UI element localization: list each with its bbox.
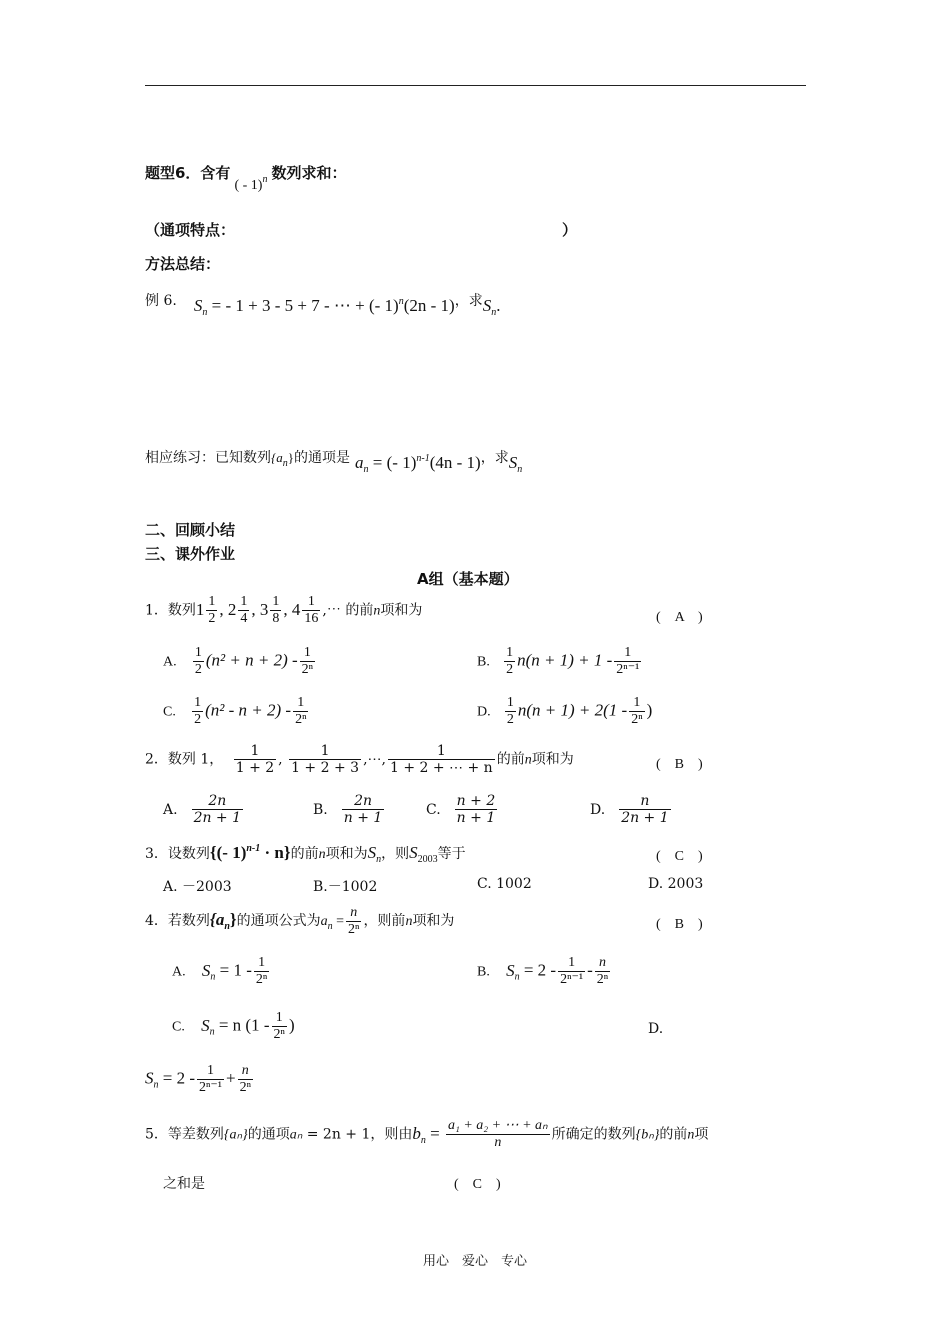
q5-formula: $b_n$ = $\frac{\text{a₁ + a₂ + ⋯ + aₙ}}{n}$ [412,1118,548,1151]
q4-option-d [145,1063,255,1096]
q4-a-label: A. [172,964,186,980]
q2-d-frac [619,793,670,826]
q2-c-frac [455,793,498,826]
practice-seq-sub: n [282,458,288,469]
q4-a-num: 1 [254,955,269,972]
q4-d-num2: n [238,1063,253,1080]
q5-mid2: ，则由 [370,1126,413,1143]
q3-answer: ( C ) [656,849,703,864]
q1-a-frac-den: 2ⁿ [301,662,314,678]
q3-n: n [318,847,326,862]
practice-seq-close: } [287,450,294,465]
q2-a-frac [192,793,243,826]
q1-a-half-num: 1 [193,645,204,662]
q1-option-d [477,695,652,728]
q1-b-half-den: 2 [506,662,514,678]
q2-a-den: 2n + 1 [193,810,242,827]
q4-num: 4．若数列 [145,912,210,929]
q4-b-S-sub: n [514,971,520,983]
q4-frac-den: 2ⁿ [348,922,360,938]
example6-ask: ，求 [454,293,483,309]
q4-a-sub: n [327,920,333,932]
q2-a-num: 2n [192,793,243,810]
q4-c-close: ) [288,1015,295,1035]
q1-term2-frac [238,594,249,627]
q1-option-b [477,645,643,678]
q4-b-frac2 [595,955,610,988]
practice-target [508,453,523,475]
q1-term3-int: 3 [259,599,269,619]
q4-b-S: S [506,960,515,980]
q1-tail2: 项和为 [380,602,423,619]
q3-expr2: · n} [264,843,291,862]
q1-b-frac [614,645,641,678]
q3-mid3: ，则 [381,846,410,862]
q4-eq: = [336,913,345,929]
example6 [145,290,501,318]
q5-mid: 的通项 [247,1126,290,1143]
section6-title-pre: 题型6．含有 [145,164,231,182]
q3-option-a: A. －2003 [163,879,232,895]
example6-dot: . [496,296,501,315]
example6-target-sub: n [491,307,497,318]
q5-eq: = 2n + 1 [306,1126,371,1143]
q5-frac-num: a₁ + a₂ + ⋯ + aₙ [446,1118,550,1135]
q5-line2: 之和是 [163,1176,205,1192]
q1-d-half-den: 2 [506,712,514,728]
example6-S: S [193,296,203,315]
practice-pre: 相应练习：已知数列 [145,450,271,466]
q2-b-frac [342,793,385,826]
q4-d-frac2 [238,1063,253,1096]
q4-d-expr: = 2 - [162,1068,195,1088]
q2-option-b [313,793,386,826]
q2-b-num: 2n [342,793,385,810]
q2-d-den: 2n + 1 [621,810,669,827]
q1-term4-int: 4 [291,599,301,619]
q1-term2-int: 2 [227,599,237,619]
q2-b-label: B. [313,802,328,819]
q4-option-d-label: D. [648,1021,664,1037]
q2-f2-den: 1 + 2 + 3 [291,760,360,777]
q1-a-half [193,645,204,678]
q5-mid3: 所确定的数列 [551,1126,636,1143]
q1-term1-num: 1 [206,594,217,611]
q1-c-frac-den: 2ⁿ [295,712,307,728]
practice-a: a [355,453,364,472]
q2-f3-num: 1 [388,743,495,760]
example6-formula [193,296,455,318]
q2-option-c [426,793,499,826]
q1-d-label: D. [477,704,491,720]
q1-d-frac [629,695,644,728]
practice-exp: n-1 [416,453,430,464]
practice-mid: 的通项是 [293,450,350,466]
q1-b-frac-den: 2ⁿ⁻¹ [616,662,640,678]
q4-c-expr: = n (1 - [218,1015,270,1035]
q4-c-num: 1 [272,1010,287,1027]
q4-a-frac [254,955,269,988]
q1-b-frac-num: 1 [614,645,641,662]
q3-Sn [367,843,382,865]
q1-b-half-num: 1 [504,645,515,662]
q1-d-frac-den: 2ⁿ [631,712,643,728]
q1-term1-frac [206,594,217,627]
q3-num: 3．设数列 [145,846,210,862]
q3-S2003-S: S [409,843,418,862]
section6-title [145,162,347,193]
q1-term4-frac [302,594,320,627]
q4-b-den1: 2ⁿ⁻¹ [560,972,584,988]
heading-group-a: A组（基本题） [417,570,519,588]
q4-b-frac1 [558,955,585,988]
q4-b-expr: = 2 - [523,960,557,980]
q4-a-S-sub: n [210,971,216,983]
header-rule [145,85,806,86]
q4-b-den2: 2ⁿ [596,972,609,988]
q4-a-den: 2ⁿ [255,972,268,988]
q2-ellipsis: ,⋯, [363,751,386,768]
q3-option-b: B.－1002 [313,879,378,895]
example6-tail: (2n - 1) [403,296,455,315]
q5-tail2: 项 [694,1126,709,1143]
q5-frac-den: n [494,1135,502,1151]
q1-term4-num: 1 [302,594,320,611]
q2-d-label: D. [590,802,606,819]
section6-title-expr [234,174,268,193]
q5-num: 5．等差数列 [145,1126,224,1143]
q4-tail2: 项和为 [412,912,455,929]
q3-option-d: D. 2003 [648,876,704,892]
q3-S2003 [409,843,438,865]
q3-stem [145,843,466,865]
q3-S-sub: n [376,854,382,865]
q2-tail: 的前 [496,751,525,768]
q5-tail: 的前 [659,1126,688,1143]
q2-b-den: n + 1 [343,810,383,827]
q4-d-S: S [145,1068,154,1088]
page-footer: 用心 爱心 专心 [423,1254,528,1269]
q4-d-S-sub: n [153,1079,159,1091]
q4-tail: ，则前 [363,912,406,929]
q4-a-S: S [201,960,211,980]
q4-d-frac1 [197,1063,224,1096]
practice-seq-a: {a [271,450,283,465]
q1-term1-int: 1 [195,599,205,619]
q1-term2-num: 1 [238,594,249,611]
q5-answer: ( C ) [454,1177,501,1192]
q4-c-S-sub: n [209,1026,215,1038]
q2-stem: 2．数列 1， $\frac{1}{1 + 2}$ , $\frac{1}{1 + 2 + 3}$ ,⋯, $\frac{1}{1 + 2 + \cdots + n}$ 的前n项和为 [145,743,574,777]
example6-exp: n [398,296,404,307]
q2-option-d [590,793,673,826]
q4-b-num1: 1 [558,955,585,972]
q4-a-expr: = 1 - [219,960,252,980]
q1-terms: 1 $\frac{1}{2}$ , 2 $\frac{1}{4}$ , 3 $\frac{1}{8}$ , 4 $\frac{1}{16}$ [195,594,319,627]
q3-mid2: 项和为 [325,846,368,862]
q1-n: n [373,603,381,619]
q4-answer: ( B ) [656,917,703,932]
q2-n: n [524,752,532,768]
q4-b-minus: - [587,960,593,980]
q1-a-frac [300,645,315,678]
q5-b: b [412,1123,421,1143]
q2-c-label: C. [426,802,441,819]
q1-d-half-num: 1 [505,695,516,712]
q1-option-c [163,695,310,728]
q5-seq2: {bₙ} [635,1127,660,1143]
q4-stem [145,905,454,938]
q4-d-plus: + [226,1068,236,1088]
section6-expr: ( - 1) [234,178,263,193]
q1-d-close: ) [646,700,653,720]
q1-term3-num: 1 [270,594,281,611]
q1-a-frac-num: 1 [300,645,315,662]
q1-stem [145,594,422,627]
q4-c-den: 2ⁿ [273,1027,285,1043]
practice [145,447,523,475]
q1-c-frac [293,695,308,728]
practice-a-sub: n [363,464,369,475]
q2-num: 2．数列 1， [145,751,224,768]
q1-option-a [163,645,317,678]
q3-exp: n-1 [246,843,261,854]
q2-c-num: n + 2 [456,793,496,809]
q2-f3 [388,743,495,776]
q3-S2003-sub: 2003 [417,854,438,865]
q4-d-den2: 2ⁿ [239,1080,252,1096]
section6-exp: n [262,174,268,185]
q2-f3-den: 1 + 2 + ⋯ + n [389,760,493,777]
q4-option-a [172,955,271,988]
q1-d-half [505,695,516,728]
q5-a: aₙ [289,1127,303,1143]
q4-frac [346,905,361,938]
q1-c-half-den: 2 [194,712,202,728]
q5-n: n [687,1127,695,1143]
q1-b-expr: n(n + 1) + 1 - [517,650,613,670]
q2-option-a [163,793,245,826]
q1-term1-den: 2 [208,611,216,627]
q5-frac [446,1118,550,1151]
q5-stem [145,1118,708,1151]
q4-b-label: B. [477,964,490,980]
q3-seq [210,843,291,862]
q1-c-half [192,695,203,728]
q4-d-den1: 2ⁿ⁻¹ [199,1080,222,1096]
q2-tail2: 项和为 [531,751,574,768]
example6-S-sub: n [202,307,208,318]
q4-c-S: S [201,1015,210,1035]
q1-c-expr: (n² - n + 2) - [205,700,292,720]
q3-tail: 等于 [437,846,466,862]
q5-seq: {aₙ} [223,1127,248,1143]
q2-f2 [289,743,361,776]
q2-d-num: n [619,793,670,810]
q4-option-c [172,1010,295,1043]
practice-tail: (4n - 1) [429,453,481,472]
q4-option-b [477,955,612,988]
q5-b-sub: n [420,1134,426,1146]
q1-b-label: B. [477,654,490,670]
q2-f1-den: 1 + 2 [235,760,275,777]
practice-seq [271,450,294,469]
q1-c-half-num: 1 [192,695,203,712]
section6-features: （通项特点： [145,221,236,239]
q4-b-num2: n [595,955,610,972]
q3-S: S [367,843,377,862]
q1-b-half [504,645,515,678]
q1-d-frac-num: 1 [629,695,644,712]
q4-seq-sub: n [224,920,230,932]
practice-target-sub: n [517,464,523,475]
section6-features-close: ） [562,221,578,239]
section6-title-post: 数列求和： [271,164,347,182]
heading-review: 二、回顾小结 [145,521,236,539]
q1-d-expr: n(n + 1) + 2(1 - [517,700,628,720]
q3-option-c: C. 1002 [477,876,532,892]
example6-target [482,296,501,318]
q1-num: 1．数列 [145,602,196,619]
example6-expr: = - 1 + 3 - 5 + 7 - ⋯ + (- 1) [211,296,399,315]
q4-d-num1: 1 [197,1063,224,1080]
q1-answer: ( A ) [656,610,703,625]
q2-f1 [234,743,276,776]
q2-answer: ( B ) [656,757,703,772]
q2-f2-num: 1 [289,743,361,760]
q1-term4-den: 16 [304,611,319,627]
practice-formula [355,453,481,475]
example6-target-S: S [482,296,492,315]
example6-label: 例 6. [145,293,177,309]
q2-f1-num: 1 [234,743,276,760]
q4-n: n [405,913,413,929]
q4-seq-close: } [229,909,237,929]
q4-mid: 的通项公式为 [236,912,321,929]
q4-frac-num: n [346,905,361,922]
q1-a-half-den: 2 [194,662,202,678]
q1-tail: ,⋯ 的前 [322,602,374,619]
q1-term3-frac [270,594,281,627]
q1-c-label: C. [163,704,176,720]
q1-term3-den: 8 [272,611,280,627]
q4-seq [209,909,237,932]
q2-a-label: A. [163,802,178,819]
practice-eq: = (- 1) [372,453,417,472]
q3-mid: 的前 [290,846,319,862]
q4-formula [320,905,364,938]
q1-c-frac-num: 1 [293,695,308,712]
q1-term2-den: 4 [240,611,248,627]
practice-ask: ，求 [480,450,509,466]
section6-method: 方法总结： [145,255,221,273]
q4-seq-a: {a [209,909,225,929]
q4-a: a [320,913,328,929]
q4-c-label: C. [172,1019,185,1035]
q3-expr: {(- 1) [209,843,247,862]
q1-a-expr: (n² + n + 2) - [205,650,298,670]
practice-target-S: S [508,453,518,472]
heading-homework: 三、课外作业 [145,545,236,563]
q2-c-den: n + 1 [456,810,496,827]
q4-c-frac [272,1010,287,1043]
q1-a-label: A. [163,654,177,670]
